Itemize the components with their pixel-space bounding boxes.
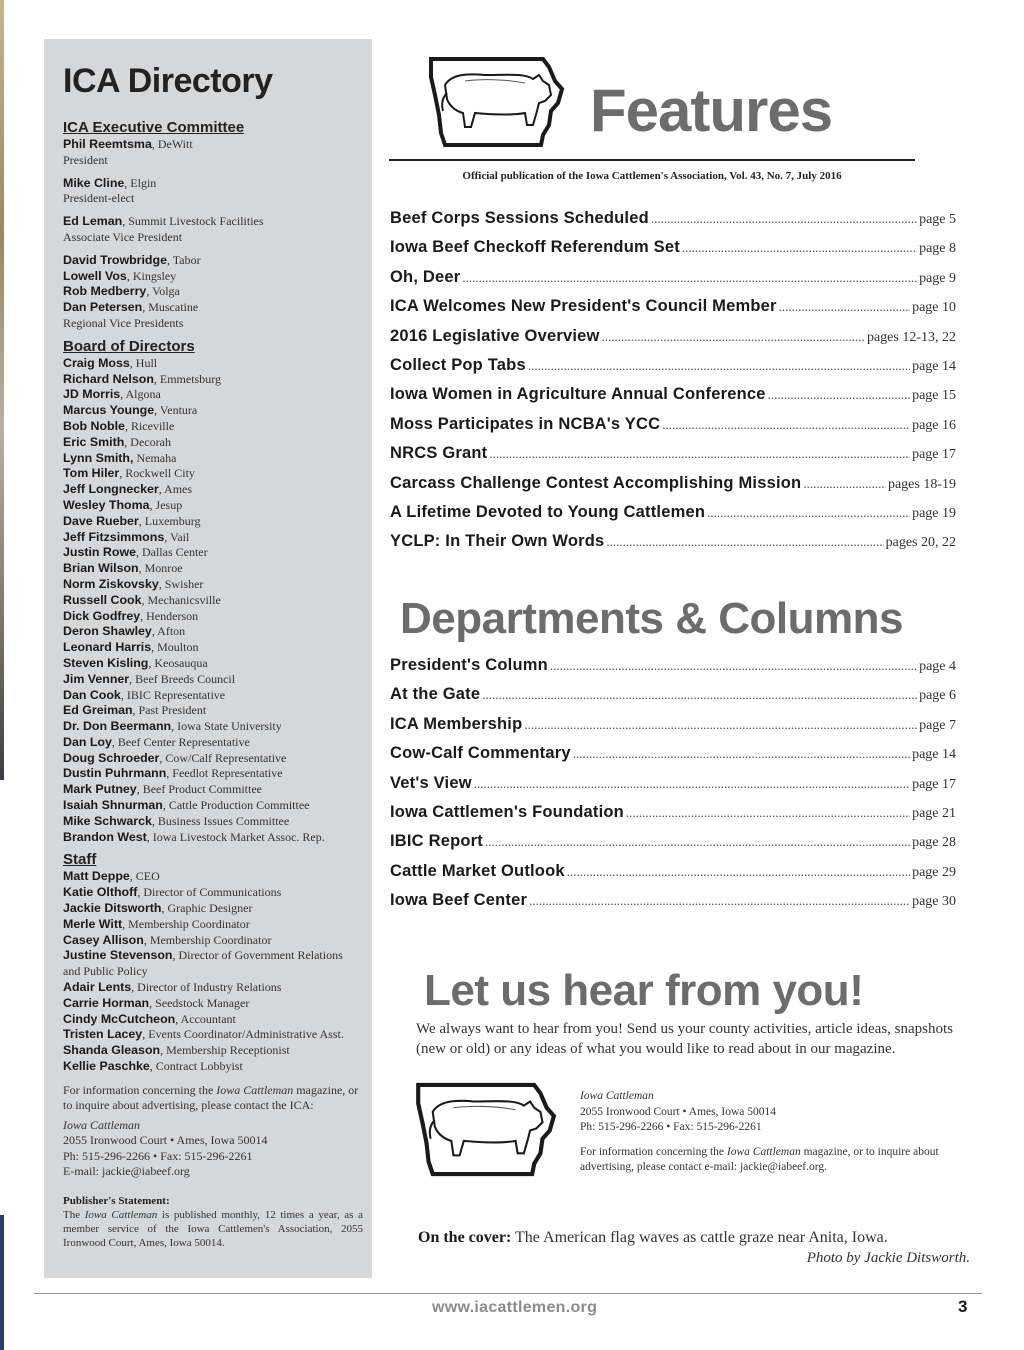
toc-leader <box>524 717 917 733</box>
toc-page: page 8 <box>919 241 956 257</box>
executive-committee-list <box>63 137 363 332</box>
toc-page: page 30 <box>912 894 956 910</box>
toc-entry[interactable] <box>390 327 956 356</box>
toc-entry[interactable] <box>390 774 956 803</box>
toc-page: page 29 <box>912 864 956 880</box>
directory-person: David Trowbridge, Tabor <box>63 252 201 267</box>
directory-person: Leonard Harris, Moulton <box>63 640 199 655</box>
toc-entry[interactable] <box>390 715 956 744</box>
toc-page: page 28 <box>912 835 956 851</box>
iowa-cow-logo <box>425 55 565 150</box>
header-divider <box>389 159 915 161</box>
directory-person: Jim Venner, Beef Breeds Council <box>63 671 236 686</box>
directory-person: Lowell Vos, Kingsley <box>63 268 177 283</box>
toc-title: Oh, Deer <box>390 267 461 286</box>
directory-person: Steven Kisling, Keosauqua <box>63 655 208 670</box>
directory-person: Cindy McCutcheon, Accountant <box>63 1011 236 1026</box>
directory-person: Ed Leman, Summit Livestock Facilities <box>63 214 264 229</box>
toc-leader <box>651 211 917 227</box>
directory-person: Katie Olthoff, Director of Communications <box>63 885 282 900</box>
features-list <box>390 209 956 562</box>
toc-page: page 5 <box>919 212 956 227</box>
directory-person: Dan Cook, IBIC Representative <box>63 687 226 702</box>
directory-person: Dan Petersen, Muscatine <box>63 300 199 315</box>
toc-title: At the Gate <box>390 685 481 704</box>
directory-person: Rob Medberry, Volga <box>63 284 180 299</box>
directory-sidebar <box>44 39 372 1278</box>
page-number: 3 <box>958 1297 968 1316</box>
directory-person: and Public Policy <box>63 964 148 979</box>
toc-leader <box>606 534 883 550</box>
directory-person: Mike Cline, Elgin <box>63 175 157 190</box>
toc-leader <box>528 358 910 374</box>
toc-title: A Lifetime Devoted to Young Cattlemen <box>390 502 706 521</box>
toc-leader <box>707 505 910 521</box>
executive-committee-heading: ICA Executive Committee <box>63 119 245 136</box>
directory-person: Casey Allison, Membership Coordinator <box>63 932 272 947</box>
toc-leader <box>474 776 910 792</box>
directory-person: Russell Cook, Mechanicsville <box>63 592 221 607</box>
toc-entry[interactable] <box>390 656 956 685</box>
features-title: Features <box>590 77 833 144</box>
toc-entry[interactable] <box>390 685 956 714</box>
directory-person: Dustin Puhrmann, Feedlot Representative <box>63 766 283 781</box>
toc-title: Iowa Women in Agriculture Annual Conference <box>390 385 766 404</box>
directory-person: Matt Deppe, CEO <box>63 869 160 884</box>
toc-title: IBIC Report <box>390 832 483 851</box>
toc-entry[interactable] <box>390 832 956 861</box>
board-heading: Board of Directors <box>63 337 195 355</box>
toc-title: YCLP: In Their Own Words <box>390 532 605 551</box>
toc-page: page 4 <box>919 659 956 674</box>
toc-leader <box>482 687 917 703</box>
toc-page: page 14 <box>912 358 956 374</box>
directory-person: Dick Godfrey, Henderson <box>63 608 199 623</box>
directory-person: Deron Shawley, Afton <box>63 624 186 639</box>
directory-person: Phil Reemtsma, DeWitt <box>63 137 193 151</box>
toc-entry[interactable] <box>390 803 956 832</box>
toc-entry[interactable] <box>390 297 956 326</box>
toc-leader <box>550 658 917 674</box>
photo-credit: Photo by Jackie Ditsworth. <box>806 1250 970 1266</box>
toc-entry[interactable] <box>390 891 956 920</box>
publisher-statement: Publisher's Statement: The Iowa Cattleman is published monthly, 12 times a year, as a member service of the Iowa Cattlemen's Association, 2055 Ironwood Court, Ames, Iowa 50014. <box>63 1194 363 1249</box>
directory-person: Wesley Thoma, Jesup <box>63 497 183 512</box>
directory-person: Marcus Younge, Ventura <box>63 403 198 418</box>
toc-title: ICA Membership <box>390 714 523 733</box>
directory-person: JD Morris, Algona <box>63 387 161 402</box>
toc-page: page 16 <box>912 417 956 433</box>
directory-person: Dan Loy, Beef Center Representative <box>63 734 250 749</box>
directory-person: Shanda Gleason, Membership Receptionist <box>63 1043 290 1058</box>
contact-box: Iowa Cattleman 2055 Ironwood Court • Ames, Iowa 50014 Ph: 515-296-2266 • Fax: 515-296-2261 For information concerning the Iowa Cattleman magazine, or to inquire about advertising, please contact e-mail: jackie@iabeef.org. <box>580 1090 939 1173</box>
directory-person: Dr. Don Beermann, Iowa State University <box>63 719 282 734</box>
directory-person: Justine Stevenson, Director of Government Relations <box>63 948 343 963</box>
toc-entry[interactable] <box>390 862 956 891</box>
toc-entry[interactable] <box>390 356 956 385</box>
toc-title: Cow-Calf Commentary <box>390 744 571 763</box>
toc-page: page 17 <box>912 447 956 463</box>
website-link[interactable]: www.iacattlemen.org <box>432 1299 598 1316</box>
toc-entry[interactable] <box>390 744 956 773</box>
role-label: President-elect <box>63 191 135 206</box>
toc-title: Iowa Beef Center <box>390 891 528 910</box>
toc-entry[interactable] <box>390 268 956 297</box>
toc-leader <box>768 387 910 403</box>
toc-page: page 7 <box>919 717 956 733</box>
toc-title: Iowa Cattlemen's Foundation <box>390 802 624 821</box>
advertising-info: For information concerning the Iowa Cattleman magazine, or to inquire about advertising, please contact the ICA: <box>63 1082 359 1113</box>
toc-entry[interactable] <box>390 503 956 532</box>
directory-person: Carrie Horman, Seedstock Manager <box>63 995 250 1010</box>
toc-leader <box>462 270 917 286</box>
directory-person: Tristen Lacey, Events Coordinator/Administrative Asst. <box>63 1027 344 1042</box>
directory-person: Jackie Ditsworth, Graphic Designer <box>63 901 253 916</box>
toc-page: page 21 <box>912 805 956 821</box>
directory-person: Kellie Paschke, Contract Lobbyist <box>63 1059 243 1074</box>
directory-person: Merle Witt, Membership Coordinator <box>63 916 250 931</box>
board-list <box>63 356 363 846</box>
publication-info: Official publication of the Iowa Cattlemen's Association, Vol. 43, No. 7, July 2016 <box>462 170 842 182</box>
directory-person: Richard Nelson, Emmetsburg <box>63 371 221 386</box>
toc-leader <box>662 417 910 433</box>
directory-person: Brian Wilson, Monroe <box>63 561 183 576</box>
toc-page: page 9 <box>919 270 956 286</box>
departments-list <box>390 656 956 921</box>
toc-leader <box>489 446 910 462</box>
toc-title: Carcass Challenge Contest Accomplishing Mission <box>390 473 802 492</box>
toc-title: Moss Participates in NCBA's YCC <box>390 414 661 433</box>
toc-leader <box>626 805 910 821</box>
directory-person: Mike Schwarck, Business Issues Committee <box>63 813 290 828</box>
toc-leader <box>803 476 886 492</box>
hear-text: We always want to hear from you! Send us your county activities, article ideas, snapshots (new or old) or any ideas of what you would like to read about in our magazine. <box>416 1021 953 1057</box>
toc-page: page 10 <box>912 300 956 316</box>
directory-person: Lynn Smith, Nemaha <box>63 450 177 465</box>
toc-entry[interactable] <box>390 385 956 414</box>
toc-title: Beef Corps Sessions Scheduled <box>390 209 649 227</box>
toc-title: Vet's View <box>390 773 472 792</box>
toc-title: Iowa Beef Checkoff Referendum Set <box>390 238 680 257</box>
toc-entry[interactable] <box>390 532 956 561</box>
toc-page: pages 20, 22 <box>885 535 956 551</box>
directory-person: Isaiah Shnurman, Cattle Production Committee <box>63 798 310 813</box>
toc-page: page 19 <box>912 505 956 521</box>
page-edge <box>0 0 4 1350</box>
toc-page: page 14 <box>912 747 956 763</box>
hear-title: Let us hear from you! <box>424 966 864 1015</box>
toc-page: pages 12-13, 22 <box>866 329 956 345</box>
directory-person: Craig Moss, Hull <box>63 355 158 370</box>
toc-leader <box>529 893 910 909</box>
role-label: Associate Vice President <box>63 229 183 244</box>
toc-entry[interactable] <box>390 209 956 238</box>
directory-title: ICA Directory <box>63 62 273 100</box>
directory-person: Dave Rueber, Luxemburg <box>63 513 201 528</box>
departments-title: Departments & Columns <box>400 594 903 643</box>
toc-page: pages 18-19 <box>887 476 956 492</box>
directory-person: Mark Putney, Beef Product Committee <box>63 782 262 797</box>
toc-leader <box>567 864 910 880</box>
staff-heading: Staff <box>63 851 97 869</box>
cover-label: On the cover: <box>418 1229 512 1246</box>
directory-person: Bob Noble, Riceville <box>63 418 175 433</box>
contact-email[interactable]: E-mail: jackie@iabeef.org <box>63 1164 190 1179</box>
toc-page: page 6 <box>919 688 956 704</box>
staff-list <box>63 869 363 1074</box>
toc-entry[interactable] <box>390 415 956 444</box>
toc-leader <box>573 746 910 762</box>
toc-page: page 15 <box>912 388 956 404</box>
directory-person: Justin Rowe, Dallas Center <box>63 545 208 560</box>
directory-person: Norm Ziskovsky, Swisher <box>63 576 204 591</box>
toc-leader <box>779 299 910 315</box>
toc-title: ICA Welcomes New President's Council Member <box>390 297 777 316</box>
directory-person: Jeff Longnecker, Ames <box>63 482 193 497</box>
toc-entry[interactable] <box>390 238 956 267</box>
directory-person: Jeff Fitzsimmons, Vail <box>63 529 190 544</box>
cover-caption: On the cover: The American flag waves as cattle graze near Anita, Iowa. Photo by Jackie Ditsworth. <box>418 1227 970 1269</box>
toc-entry[interactable] <box>390 474 956 503</box>
directory-person: Ed Greiman, Past President <box>63 703 207 718</box>
toc-leader <box>602 329 865 345</box>
toc-title: 2016 Legislative Overview <box>390 326 600 345</box>
directory-person: Tom Hiler, Rockwell City <box>63 466 195 481</box>
toc-title: Cattle Market Outlook <box>390 861 565 880</box>
toc-title: NRCS Grant <box>390 444 488 463</box>
role-label: President <box>63 152 108 167</box>
iowa-cow-logo-small <box>412 1080 557 1180</box>
toc-page: page 17 <box>912 776 956 792</box>
sidebar-contact: Iowa Cattleman 2055 Ironwood Court • Ames, Iowa 50014 Ph: 515-296-2266 • Fax: 515-296-2261 E-mail: jackie@iabeef.org <box>63 1118 363 1180</box>
toc-leader <box>485 834 910 850</box>
toc-leader <box>682 240 917 256</box>
toc-title: Collect Pop Tabs <box>390 355 526 374</box>
directory-person: Adair Lents, Director of Industry Relations <box>63 980 282 995</box>
role-label: Regional Vice Presidents <box>63 315 184 330</box>
directory-person: Doug Schroeder, Cow/Calf Representative <box>63 750 287 765</box>
toc-title: President's Column <box>390 656 548 674</box>
directory-person: Brandon West, Iowa Livestock Market Assoc. Rep. <box>63 829 325 844</box>
toc-entry[interactable] <box>390 444 956 473</box>
directory-person: Eric Smith, Decorah <box>63 434 171 449</box>
footer-divider <box>34 1293 982 1294</box>
